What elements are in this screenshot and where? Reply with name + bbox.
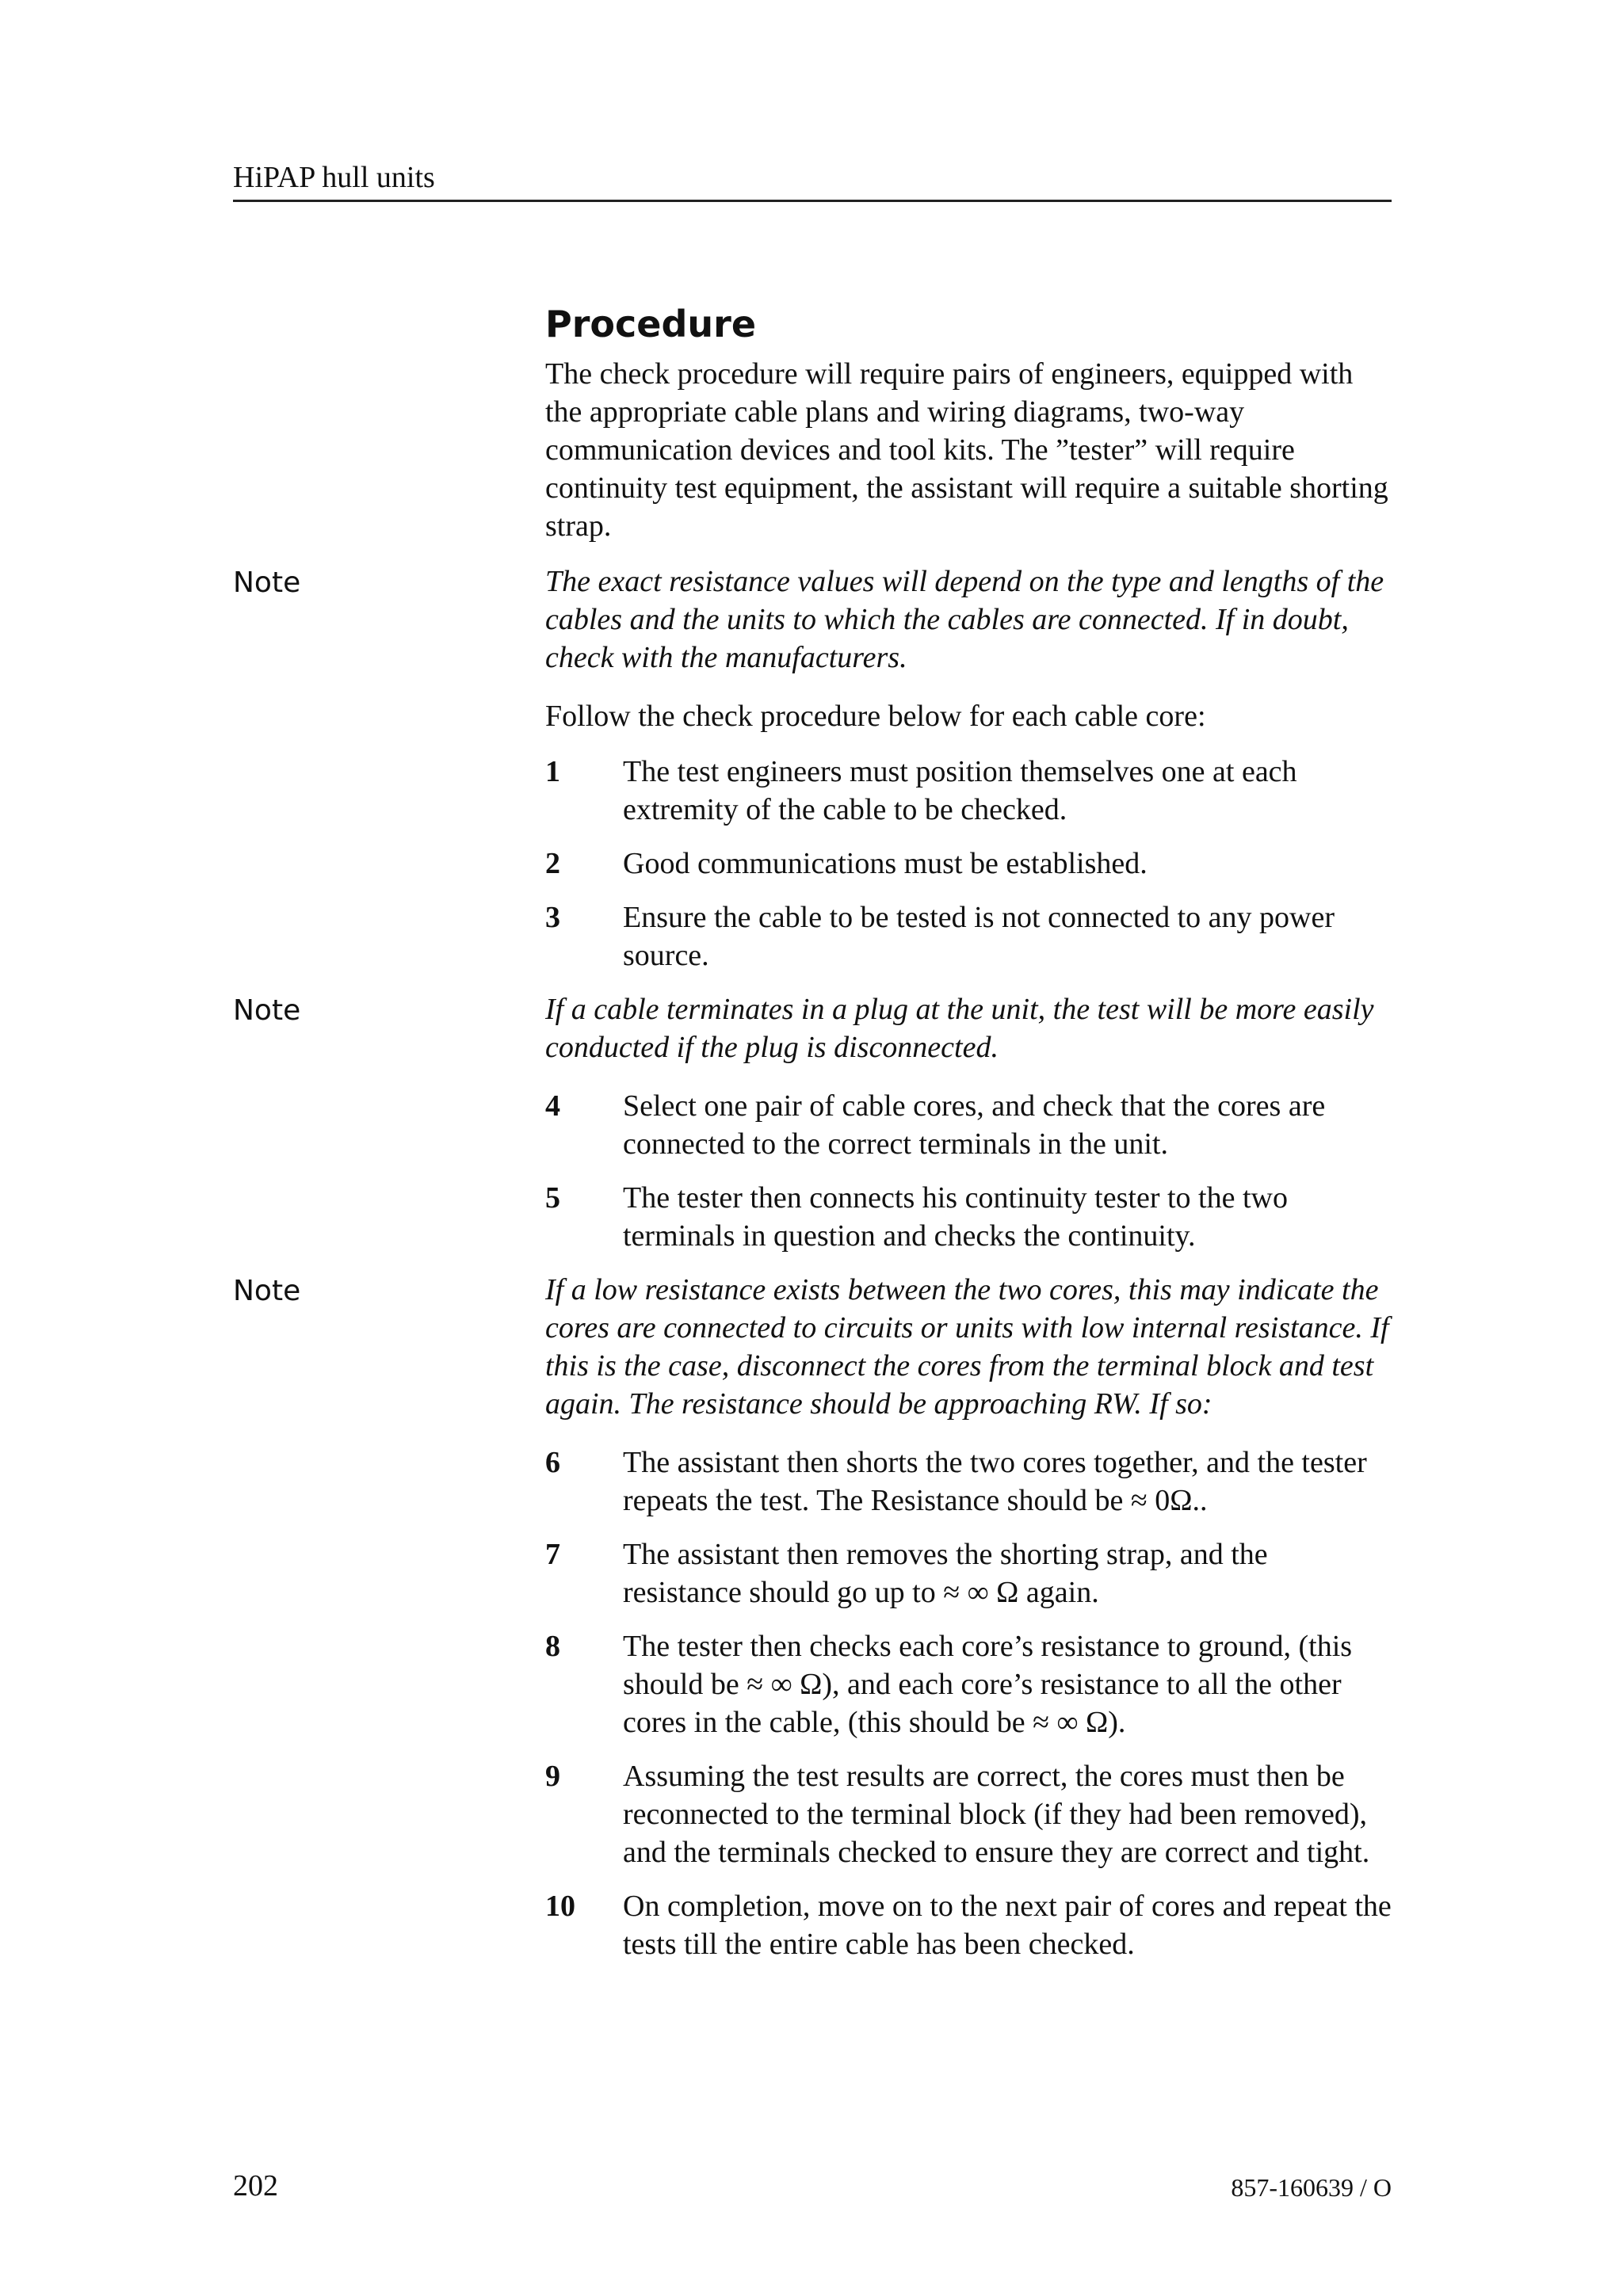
step-text: The assistant then removes the shorting strap, and the resistance should go up to ≈ ∞ Ω again.	[623, 1538, 1268, 1609]
document-reference: 857-160639 / O	[1231, 2173, 1392, 2202]
note-text: If a low resistance exists between the two cores, this may indicate the cores are connected to circuits or units with low internal resistance. If this is the case, disconnect the cores from the terminal block and test again. The resistance should be approaching RW. If so:	[545, 1273, 1389, 1421]
step-text: On completion, move on to the next pair of cores and repeat the tests till the entire cable has been checked.	[623, 1890, 1392, 1961]
running-header: HiPAP hull units	[233, 161, 435, 194]
note-label: Note	[233, 566, 301, 599]
page-number: 202	[233, 2169, 278, 2203]
note-label: Note	[233, 994, 301, 1027]
follow-row	[0, 697, 1623, 974]
step-number: 1	[545, 755, 560, 788]
note-text: The exact resistance values will depend on the type and lengths of the cables and the units to which the cables are connected. If in doubt, check with the manufacturers.	[545, 565, 1384, 674]
step-text: Assuming the test results are correct, the cores must then be reconnected to the terminal block (if they had been removed), and the terminals checked to ensure they are correct and tight.	[623, 1760, 1370, 1869]
list-item	[545, 898, 1393, 974]
list-item	[545, 1444, 1393, 1520]
list-item	[545, 1087, 1393, 1163]
note-text: If a cable terminates in a plug at the unit, the test will be more easily conducted if the plug is disconnected.	[545, 993, 1374, 1064]
section-title: Procedure	[545, 303, 757, 345]
list-item	[545, 1757, 1393, 1871]
step-text: The tester then checks each core’s resistance to ground, (this should be ≈ ∞ Ω), and each core’s resistance to all the other cores in the cable, (this should be ≈ ∞ Ω).	[623, 1630, 1353, 1739]
step-text: Select one pair of cable cores, and check that the cores are connected to the correct terminals in the unit.	[623, 1089, 1326, 1161]
note-3	[0, 1271, 1623, 1423]
step-number: 7	[545, 1538, 560, 1571]
step-number: 2	[545, 847, 560, 880]
list-item	[545, 845, 1393, 883]
list-item	[545, 1179, 1393, 1255]
step-number: 8	[545, 1630, 560, 1663]
step-number: 5	[545, 1181, 560, 1215]
procedure-section	[0, 298, 1623, 545]
step-text: The assistant then shorts the two cores together, and the tester repeats the test. The Resistance should be ≈ 0Ω..	[623, 1446, 1367, 1517]
header-rule	[233, 200, 1392, 202]
list-item	[545, 1887, 1393, 1963]
note-label: Note	[233, 1275, 301, 1307]
step-text: Good communications must be established.	[623, 847, 1148, 880]
list-item	[545, 753, 1393, 829]
step-number: 4	[545, 1089, 560, 1123]
list-item	[545, 1535, 1393, 1611]
note-1	[0, 563, 1623, 677]
step-text: Ensure the cable to be tested is not connected to any power source.	[623, 901, 1335, 972]
steps-6-10	[0, 1444, 1623, 1963]
note-2	[0, 990, 1623, 1066]
step-text: The test engineers must position themselves one at each extremity of the cable to be checked.	[623, 755, 1297, 826]
follow-paragraph: Follow the check procedure below for each cable core:	[545, 700, 1206, 733]
step-text: The tester then connects his continuity tester to the two terminals in question and checks the continuity.	[623, 1181, 1288, 1253]
steps-4-5	[0, 1087, 1623, 1255]
step-number: 6	[545, 1446, 560, 1479]
step-number: 3	[545, 901, 560, 934]
step-number: 10	[545, 1890, 575, 1923]
step-number: 9	[545, 1760, 560, 1793]
intro-paragraph: The check procedure will require pairs of engineers, equipped with the appropriate cable plans and wiring diagrams, two-way communication devices and tool kits. The ”tester” will require continuity test equipment, the assistant will require a suitable shorting strap.	[545, 357, 1388, 543]
list-item	[545, 1627, 1393, 1741]
content	[0, 298, 1623, 1979]
